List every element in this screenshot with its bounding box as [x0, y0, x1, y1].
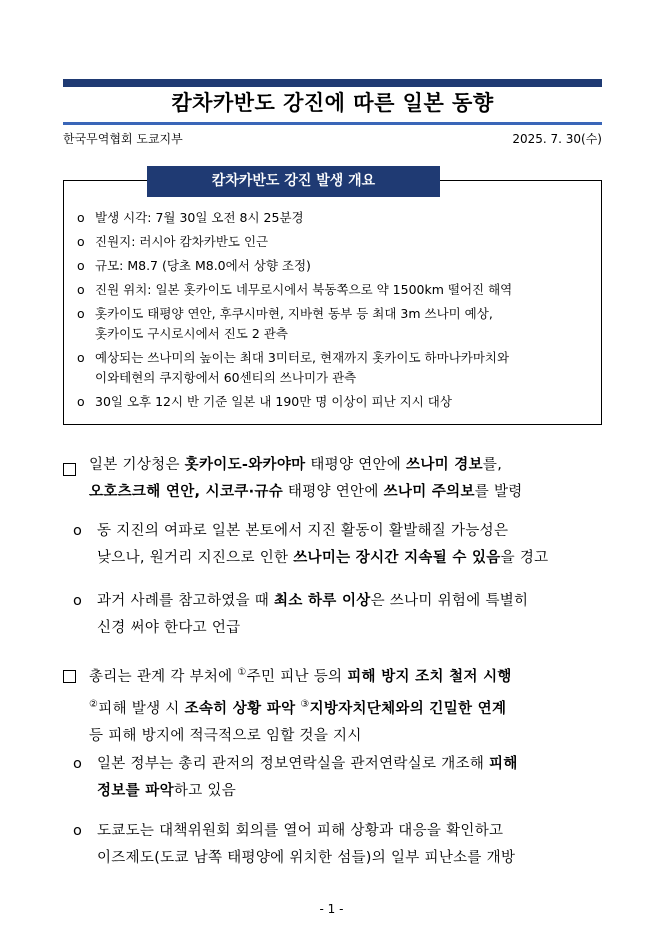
summary-item — [76, 208, 596, 228]
summary-item-text: 규모: M8.7 (당초 M8.0에서 상향 조정) — [95, 258, 311, 273]
square-bullet-icon — [63, 666, 76, 693]
summary-item-text: 30일 오후 12시 반 기준 일본 내 190만 명 이상이 피난 지시 대상 — [95, 394, 452, 409]
summary-header: 캄차카반도 강진 발생 개요 — [147, 166, 440, 197]
circle-bullet-icon: o — [77, 282, 85, 297]
page-number: - 1 - — [319, 902, 344, 916]
page-title: 캄차카반도 강진에 따른 일본 동향 — [171, 91, 494, 115]
circle-bullet-icon: o — [73, 593, 83, 609]
summary-item — [76, 232, 596, 252]
summary-item — [76, 280, 596, 300]
circle-bullet-icon: o — [77, 258, 85, 273]
summary-item — [76, 304, 596, 344]
summary-list — [76, 208, 596, 416]
summary-item-text: 진원 위치: 일본 홋카이도 네무로시에서 북동쪽으로 약 1500km 떨어진 해역 — [95, 282, 513, 297]
summary-item-text: 진원지: 러시아 캄차카반도 인근 — [95, 234, 269, 249]
paragraph-prime-minister: 총리는 관계 각 부처에 ①주민 피난 등의 피해 방지 조치 철저 시행 ②피해 발생 시 조속히 상황 파악 ③지방자치단체와의 긴밀한 연계 등 피해 방지에 적극적으로 임할 것을 지시 — [63, 659, 608, 750]
circle-bullet-icon: o — [77, 350, 85, 365]
summary-item — [76, 256, 596, 276]
summary-item-text: 이와테현의 쿠지항에서 60센티의 쓰나미가 관측 — [95, 370, 357, 385]
circle-bullet-icon: o — [73, 523, 83, 539]
circle-bullet-icon: o — [73, 756, 83, 772]
organization-name: 한국무역협회 도쿄지부 — [63, 132, 183, 146]
title-bottom-bar — [63, 122, 602, 125]
circle-bullet-icon: o — [77, 234, 85, 249]
title-top-bar — [63, 79, 602, 87]
paragraph-weather-agency: 일본 기상청은 홋카이도-와카야마 태평양 연안에 쓰나미 경보를, 오호츠크해 연안, 시코쿠·규슈 태평양 연안에 쓰나미 주의보를 발령 — [63, 452, 608, 506]
paragraph-aftershock-warning: o 동 지진의 여파로 일본 본토에서 지진 활동이 활발해질 가능성은 낮으나, 원거리 지진으로 인한 쓰나미는 장시간 지속될 수 있음을 경고 — [73, 518, 608, 572]
summary-item-text: 홋카이도 태평양 연안, 후쿠시마현, 지바현 동부 등 최대 3m 쓰나미 예상, — [95, 306, 493, 321]
document-date: 2025. 7. 30(수) — [512, 132, 602, 146]
summary-item — [76, 392, 596, 412]
circle-bullet-icon: o — [77, 306, 85, 321]
square-bullet-icon — [63, 459, 76, 486]
circle-bullet-icon: o — [77, 210, 85, 225]
paragraph-tokyo-metro: o 도쿄도는 대책위원회 회의를 열어 피해 상황과 대응을 확인하고 이즈제도(도쿄 남쪽 태평양에 위치한 섬들)의 일부 피난소를 개방 — [73, 818, 608, 872]
summary-item — [76, 348, 596, 388]
circle-bullet-icon: o — [77, 394, 85, 409]
paragraph-past-cases: o 과거 사례를 참고하였을 때 최소 하루 이상은 쓰나미 위험에 특별히 신경 써야 한다고 언급 — [73, 588, 608, 642]
circle-bullet-icon: o — [73, 823, 83, 839]
summary-item-text: 발생 시각: 7월 30일 오전 8시 25분경 — [95, 210, 304, 225]
summary-item-text: 예상되는 쓰나미의 높이는 최대 3미터로, 현재까지 홋카이도 하마나카마치와 — [95, 350, 510, 365]
paragraph-government-office: o 일본 정부는 총리 관저의 정보연락실을 관저연락실로 개조해 피해 정보를 파악하고 있음 — [73, 751, 608, 805]
summary-item-text: 홋카이도 구시로시에서 진도 2 관측 — [95, 326, 288, 341]
